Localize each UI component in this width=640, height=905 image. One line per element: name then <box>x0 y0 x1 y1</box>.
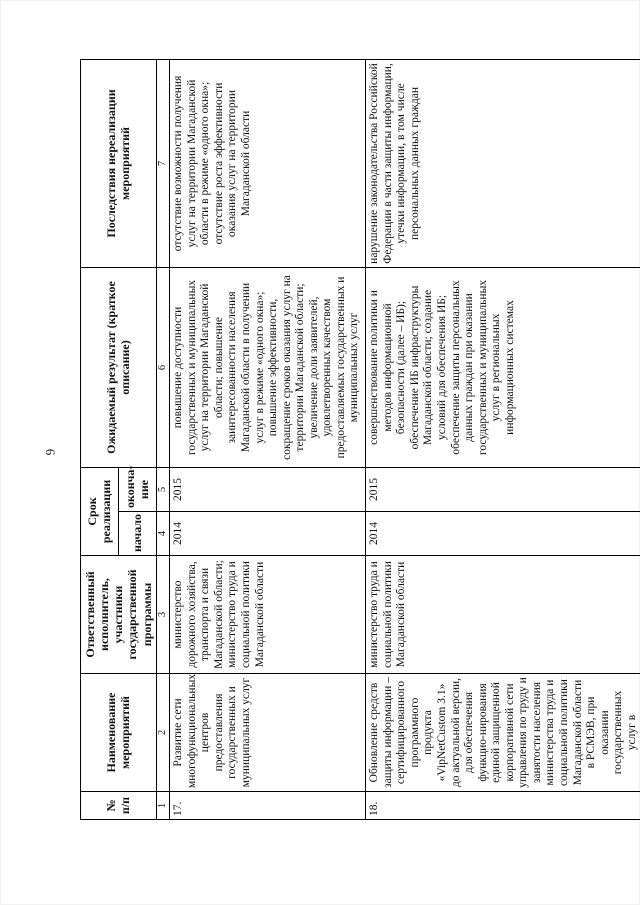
colnum-3: 3 <box>156 556 169 674</box>
table-row <box>170 59 366 819</box>
header-responsible: Ответственный исполнитель, участники государственной программы <box>81 556 157 674</box>
header-consequences: Последствия нереализации мероприятий <box>81 59 157 267</box>
header-end: оконча-ние <box>118 467 156 511</box>
table-row <box>366 59 640 819</box>
header-term: Срок реализации <box>81 467 119 555</box>
expected-result: совершенствование политики и методов информационной безопасности (далее – ИБ); обеспечение ИБ инфраструктуры Магаданской области; создание условий для обеспечения ИБ; обеспечение защиты персональных данных граждан при оказании государственных и муниципальных услуг в региональных информационных системах <box>366 267 640 467</box>
colnum-5: 5 <box>156 467 169 511</box>
header-result: Ожидаемый результат (краткое описание) <box>81 267 157 467</box>
page-number: 6 <box>43 448 58 456</box>
colnum-2: 2 <box>156 674 169 792</box>
table-frame <box>80 60 638 820</box>
consequences: нарушение законодательства Российской Федерации в части защиты информации, утечки информации, в том числе персональных данных граждан <box>366 59 640 267</box>
row-number: 18. <box>366 792 640 820</box>
measures-table <box>80 59 640 820</box>
column-numbers-row <box>156 59 169 819</box>
responsible: министерство дорожного хозяйства, транспорта и связи Магаданской области; министерство труда и социальной политики Магаданской области <box>170 556 366 674</box>
rotated-table-container <box>80 60 638 820</box>
start-year: 2014 <box>366 512 640 556</box>
consequences: отсутствие возможности получения услуг на территории Магаданской области в режиме «одного окна»; отсутствие роста эффективности оказания услуг на территории Магаданской области <box>170 59 366 267</box>
start-year: 2014 <box>170 512 366 556</box>
header-no: № п/п <box>81 792 157 820</box>
expected-result: повышение доступности государственных и муниципальных услуг на территории Магаданской области; повышение заинтересованности населения Магаданской области в получении услуг в режиме «одного окна»; повышение эффективности, сокращение сроков оказания услуг на территории Магаданской области; увеличение доли заявителей, удовлетворенных качеством предоставляемых государственных и муниципальных услуг <box>170 267 366 467</box>
colnum-6: 6 <box>156 267 169 467</box>
row-number: 17. <box>170 792 366 820</box>
colnum-7: 7 <box>156 59 169 267</box>
end-year: 2015 <box>366 467 640 511</box>
measure-name: Обновление средств защиты информации – сертифицированного программного продукта «VipNetCustom 3.1» до актуальной версии, для обеспечения функцио-нирования единой защищенной корпоративной сети управления по труду и занятости населения министерства труда и социальной политики Магаданской области в РСМЭВ, при оказании государственных услуг в <box>366 674 640 792</box>
colnum-1: 1 <box>156 792 169 820</box>
header-start: начало <box>118 512 156 556</box>
header-row <box>81 59 119 819</box>
colnum-4: 4 <box>156 512 169 556</box>
measure-name: Развитие сети многофункциональных центров предоставления государственных и муниципальных услуг <box>170 674 366 792</box>
end-year: 2015 <box>170 467 366 511</box>
responsible: министерство труда и социальной политики Магаданской области <box>366 556 640 674</box>
header-name: Наименование мероприятий <box>81 674 157 792</box>
